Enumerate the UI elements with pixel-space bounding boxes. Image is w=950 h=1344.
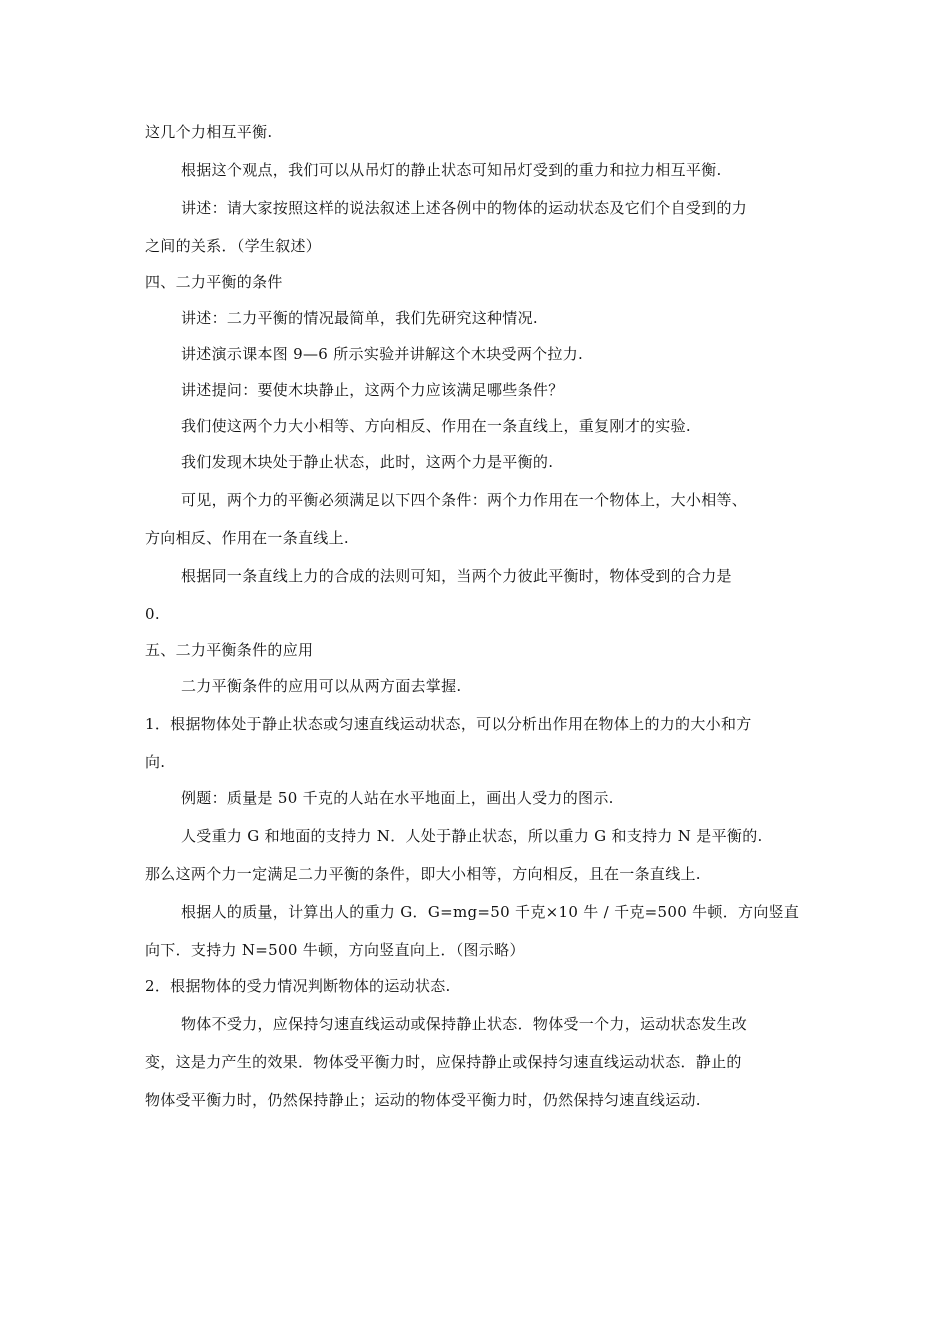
text-line: 向下．支持力 N=500 牛顿，方向竖直向上．（图示略） (145, 941, 525, 959)
text-line: 那么这两个力一定满足二力平衡的条件，即大小相等，方向相反，且在一条直线上. (145, 865, 701, 883)
text-line: 我们发现木块处于静止状态，此时，这两个力是平衡的. (181, 453, 554, 471)
text-line: 我们使这两个力大小相等、方向相反、作用在一条直线上，重复刚才的实验. (181, 417, 691, 435)
list-item: 2．根据物体的受力情况判断物体的运动状态. (145, 977, 451, 995)
text-line: 例题：质量是 50 千克的人站在水平地面上，画出人受力的图示. (181, 789, 614, 807)
text-line: 物体不受力，应保持匀速直线运动或保持静止状态．物体受一个力，运动状态发生改 (181, 1015, 748, 1033)
section-heading: 四、二力平衡的条件 (145, 273, 283, 291)
text-line: 物体受平衡力时，仍然保持静止；运动的物体受平衡力时，仍然保持匀速直线运动. (145, 1091, 701, 1109)
text-line: 变，这是力产生的效果．物体受平衡力时，应保持静止或保持匀速直线运动状态．静止的 (145, 1053, 742, 1071)
text-line: 根据这个观点，我们可以从吊灯的静止状态可知吊灯受到的重力和拉力相互平衡. (181, 161, 722, 179)
text-line: 之间的关系．（学生叙述） (145, 237, 322, 255)
text-line: 根据人的质量，计算出人的重力 G．G=mg=50 千克×10 牛 / 千克=500 牛顿．方向竖直 (181, 903, 800, 921)
text-line: 向. (145, 753, 166, 771)
text-line: 人受重力 G 和地面的支持力 N．人处于静止状态，所以重力 G 和支持力 N 是平衡的. (181, 827, 763, 845)
text-line: 0. (145, 605, 160, 623)
text-line: 可见，两个力的平衡必须满足以下四个条件：两个力作用在一个物体上，大小相等、 (181, 491, 748, 509)
text-line: 讲述提问：要使木块静止，这两个力应该满足哪些条件？ (181, 381, 564, 399)
text-line: 二力平衡条件的应用可以从两方面去掌握. (181, 677, 462, 695)
text-line: 方向相反、作用在一条直线上. (145, 529, 349, 547)
text-line: 这几个力相互平衡. (145, 123, 273, 141)
text-line: 讲述演示课本图 9—6 所示实验并讲解这个木块受两个拉力. (181, 345, 584, 363)
text-line: 讲述：二力平衡的情况最简单，我们先研究这种情况. (181, 309, 538, 327)
text-line: 讲述：请大家按照这样的说法叙述上述各例中的物体的运动状态及它们个自受到的力 (181, 199, 748, 217)
list-item: 1．根据物体处于静止状态或匀速直线运动状态，可以分析出作用在物体上的力的大小和方 (145, 715, 752, 733)
text-line: 根据同一条直线上力的合成的法则可知，当两个力彼此平衡时，物体受到的合力是 (181, 567, 732, 585)
section-heading: 五、二力平衡条件的应用 (145, 641, 314, 659)
